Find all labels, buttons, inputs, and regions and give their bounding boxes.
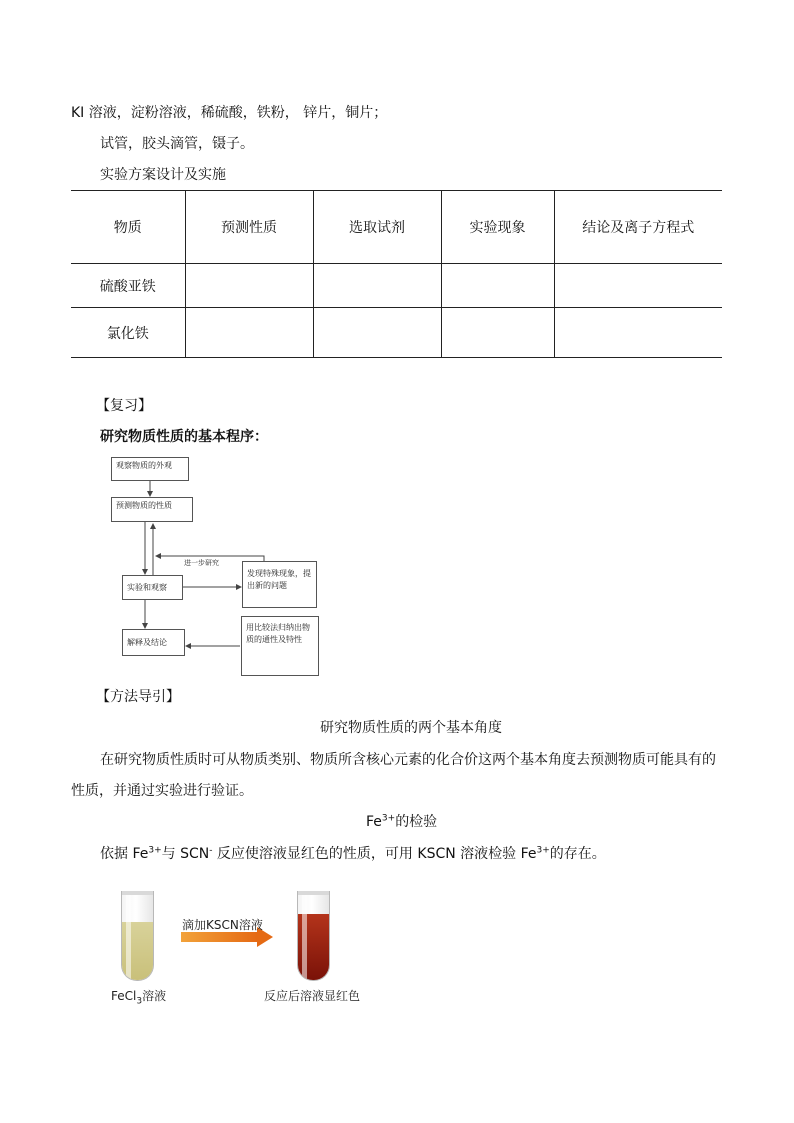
tube-shine	[126, 891, 131, 980]
flow-box-predict: 预测物质的性质	[111, 497, 193, 522]
fe3-p-sup1: 3+	[148, 845, 162, 856]
flow-box-explain: 解释及结论	[122, 629, 185, 656]
method-label: 【方法导引】	[96, 689, 180, 705]
fe3-title-sup: 3+	[381, 813, 396, 824]
header-cell: 物质	[71, 191, 185, 264]
fe3-test-title	[366, 813, 437, 831]
fe3-p-d: 的存在。	[549, 846, 606, 862]
row-label: 硫酸亚铁	[71, 264, 185, 308]
fe3-title-pre: Fe	[366, 814, 382, 830]
test-tube-red	[297, 891, 330, 981]
fecl3-caption-post: 溶液	[142, 989, 167, 1003]
flow-label-further: 进一步研究	[184, 559, 219, 567]
fe3-title-post: 的检验	[395, 814, 438, 830]
flow-box-compare: 用比较法归纳出物质的通性及特性	[241, 616, 319, 676]
flow-box-experiment: 实验和观察	[122, 575, 183, 600]
tube-rim	[297, 891, 330, 895]
arrow-body	[181, 932, 257, 942]
fecl3-caption	[111, 987, 167, 1007]
flow-box-discover: 发现特殊现象，提出新的问题	[242, 561, 317, 608]
tube-shine	[302, 891, 307, 980]
header-cell: 结论及离子方程式	[554, 191, 722, 264]
header-cell: 实验现象	[441, 191, 554, 264]
red-caption: 反应后溶液显红色	[264, 989, 361, 1003]
design-heading: 实验方案设计及实施	[100, 167, 226, 183]
fe3-p-sup3: 3+	[536, 845, 550, 856]
test-tube-fecl3	[121, 891, 154, 981]
reagent-list: KI 溶液，淀粉溶液，稀硫酸，铁粉， 锌片，铜片；	[71, 105, 388, 121]
review-label: 【复习】	[96, 398, 152, 414]
row-label: 氯化铁	[71, 308, 185, 358]
fecl3-caption-sub: 3	[136, 996, 143, 1007]
header-cell: 选取试剂	[313, 191, 441, 264]
fe3-p-c: 反应使溶液显红色的性质，可用 KSCN 溶液检验 Fe	[212, 846, 537, 862]
fe3-p-b: 与 SCN	[161, 846, 210, 862]
method-paragraph-line2: 性质，并通过实验进行验证。	[71, 783, 253, 799]
procedure-title: 研究物质性质的基本程序：	[100, 429, 268, 445]
flow-box-observe: 观察物质的外观	[111, 457, 189, 481]
method-title: 研究物质性质的两个基本角度	[320, 720, 502, 736]
fe3-p-sup2: -	[209, 845, 213, 856]
arrow-label: 滴加KSCN溶液	[182, 918, 263, 932]
fe3-test-paragraph	[100, 845, 606, 863]
tube-rim	[121, 891, 154, 895]
fe3-p-a: 依据 Fe	[100, 846, 149, 862]
method-paragraph-line1: 在研究物质性质时可从物质类别、物质所含核心元素的化合价这两个基本角度去预测物质可能具有的	[100, 752, 716, 768]
instrument-list: 试管，胶头滴管，镊子。	[100, 136, 254, 152]
header-cell: 预测性质	[185, 191, 313, 264]
fecl3-caption-pre: FeCl	[111, 989, 137, 1003]
